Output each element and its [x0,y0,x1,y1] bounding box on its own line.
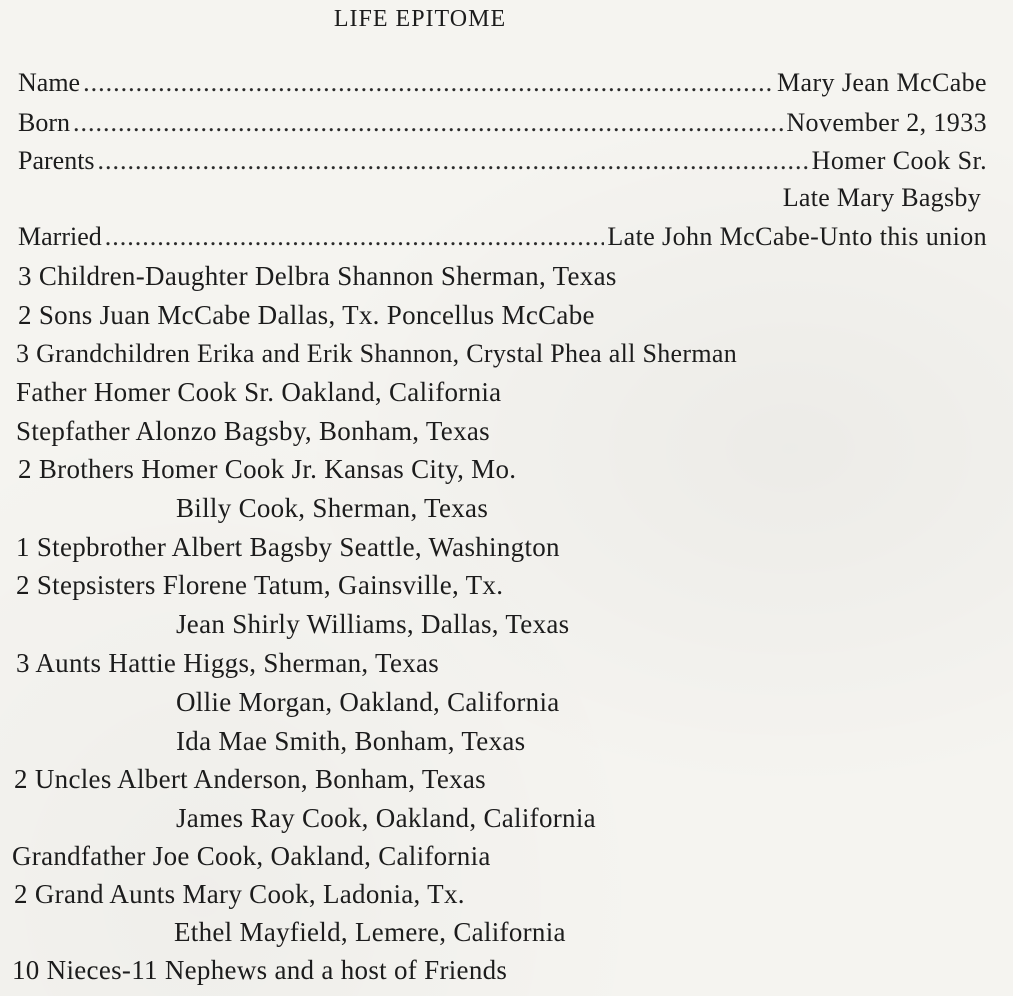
field-name [18,66,987,100]
page-title: LIFE EPITOME [333,6,507,32]
text-line: Ida Mae Smith, Bonham, Texas [176,726,526,756]
text-line: Ethel Mayfield, Lemere, California [174,917,566,947]
field-name-value: Mary Jean McCabe [777,68,987,97]
text-line: Billy Cook, Sherman, Texas [176,493,489,523]
text-line: Jean Shirly Williams, Dallas, Texas [176,609,570,639]
text-line: 2 Grand Aunts Mary Cook, Ladonia, Tx. [14,879,465,909]
text-line: 2 Sons Juan McCabe Dallas, Tx. Poncellus McCabe [18,300,595,330]
text-line: Grandfather Joe Cook, Oakland, California [12,841,491,871]
field-parents-value: Homer Cook Sr. [811,146,987,175]
dot-leader [105,220,605,254]
text-line: 3 Aunts Hattie Higgs, Sherman, Texas [16,648,440,678]
field-parents-value-2: Late Mary Bagsby [782,183,981,212]
text-line: Ollie Morgan, Oakland, California [176,687,560,717]
text-line: 2 Stepsisters Florene Tatum, Gainsville, Tx. [16,570,504,600]
field-born [18,106,987,140]
dot-leader [98,144,809,178]
text-line: 3 Grandchildren Erika and Erik Shannon, Crystal Phea all Sherman [16,339,738,368]
text-line: 3 Children-Daughter Delbra Shannon Sherman, Texas [18,261,617,291]
dot-leader [83,66,774,100]
text-line: 1 Stepbrother Albert Bagsby Seattle, Washington [16,532,560,562]
field-parents [18,144,987,178]
text-line: James Ray Cook, Oakland, California [176,803,596,833]
field-born-value: November 2, 1933 [786,108,987,137]
field-married [18,220,987,254]
field-parents-label: Parents [18,146,95,175]
text-line: Father Homer Cook Sr. Oakland, California [16,377,502,407]
field-married-label: Married [18,222,102,251]
dot-leader [73,106,783,140]
text-line: Stepfather Alonzo Bagsby, Bonham, Texas [16,416,490,446]
field-born-label: Born [18,108,70,137]
field-name-label: Name [18,68,81,97]
text-line: 2 Uncles Albert Anderson, Bonham, Texas [14,764,486,794]
text-line: 2 Brothers Homer Cook Jr. Kansas City, Mo. [18,454,517,484]
field-married-value: Late John McCabe-Unto this union [607,222,987,251]
text-line: 10 Nieces-11 Nephews and a host of Friends [12,955,508,985]
